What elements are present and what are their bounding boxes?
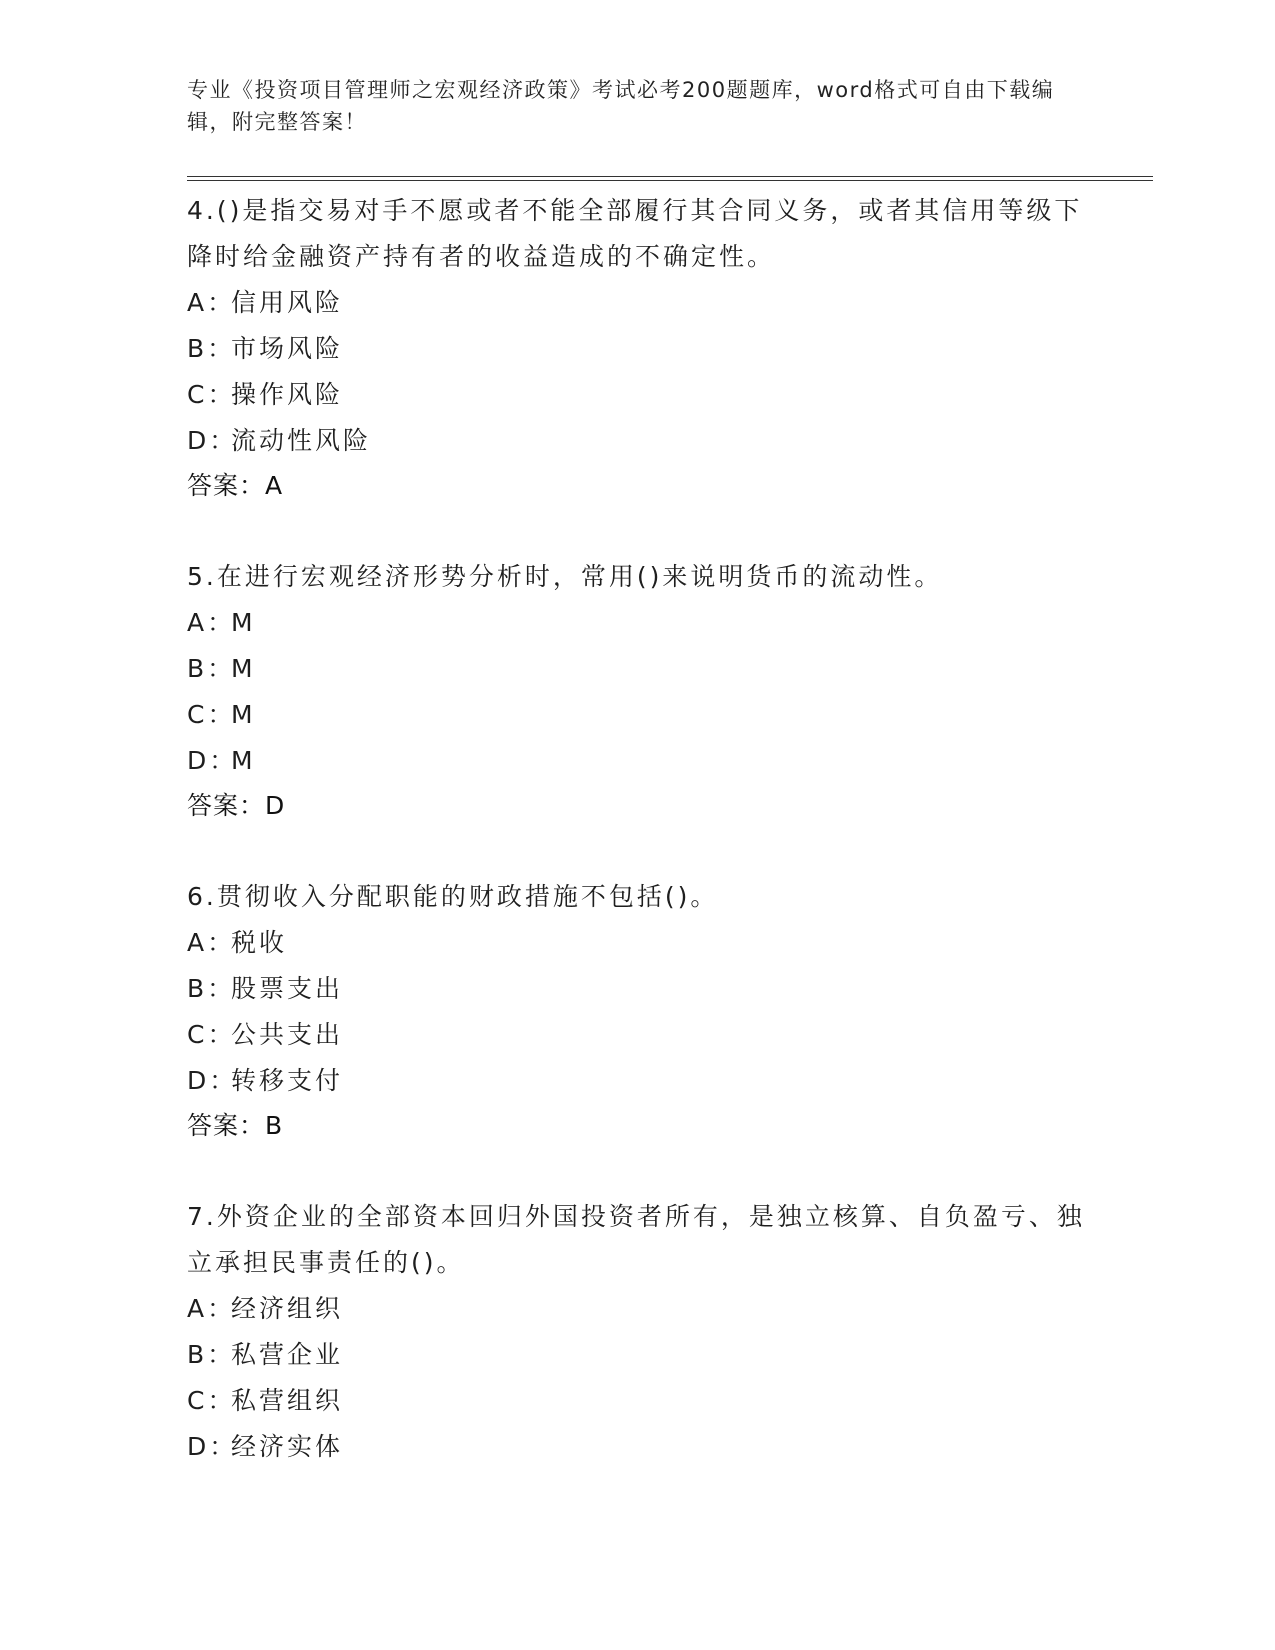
header-divider xyxy=(187,176,1153,181)
option-text: M xyxy=(231,608,256,637)
option-d xyxy=(187,418,1107,464)
option-text: 信用风险 xyxy=(231,288,344,317)
option-a xyxy=(187,280,1107,326)
question-4 xyxy=(187,188,1107,508)
answer-line: 答案：D xyxy=(187,791,286,820)
option-b xyxy=(187,326,1107,372)
option-text: 股票支出 xyxy=(231,974,344,1003)
option-key: C： xyxy=(187,1386,236,1415)
option-b xyxy=(187,966,1107,1012)
option-key: C： xyxy=(187,1020,236,1049)
question-5 xyxy=(187,554,1107,828)
option-key: D： xyxy=(187,1066,238,1095)
question-stem: 5.在进行宏观经济形势分析时，常用()来说明货币的流动性。 xyxy=(187,562,943,591)
option-d xyxy=(187,1424,1107,1470)
option-c xyxy=(187,372,1107,418)
question-list xyxy=(187,188,1107,1516)
option-a xyxy=(187,600,1107,646)
option-key: B： xyxy=(187,974,236,1003)
option-text: 操作风险 xyxy=(231,380,344,409)
question-stem: 7.外资企业的全部资本回归外国投资者所有，是独立核算、自负盈亏、独立承担民事责任的()。 xyxy=(187,1202,1085,1277)
option-a xyxy=(187,1286,1107,1332)
option-c xyxy=(187,692,1107,738)
option-text: 私营企业 xyxy=(231,1340,344,1369)
option-b xyxy=(187,646,1107,692)
option-key: C： xyxy=(187,380,236,409)
option-text: M xyxy=(231,700,256,729)
option-text: M xyxy=(231,654,256,683)
option-d xyxy=(187,1058,1107,1104)
question-7 xyxy=(187,1194,1107,1470)
answer-line: 答案：A xyxy=(187,471,284,500)
option-key: D： xyxy=(187,746,238,775)
option-key: D： xyxy=(187,426,238,455)
option-b xyxy=(187,1332,1107,1378)
option-c xyxy=(187,1378,1107,1424)
option-text: 经济实体 xyxy=(231,1432,344,1461)
option-text: 转移支付 xyxy=(231,1066,344,1095)
option-key: A： xyxy=(187,1294,236,1323)
option-key: B： xyxy=(187,334,236,363)
document-header: 专业《投资项目管理师之宏观经济政策》考试必考200题题库，word格式可自由下载编辑，附完整答案！ xyxy=(187,78,1055,134)
question-6 xyxy=(187,874,1107,1148)
option-key: A： xyxy=(187,608,236,637)
option-text: 私营组织 xyxy=(231,1386,344,1415)
option-text: 税收 xyxy=(231,928,288,957)
option-a xyxy=(187,920,1107,966)
option-key: A： xyxy=(187,288,236,317)
answer-line: 答案：B xyxy=(187,1111,284,1140)
option-key: D： xyxy=(187,1432,238,1461)
option-key: A： xyxy=(187,928,236,957)
option-text: 市场风险 xyxy=(231,334,344,363)
option-key: B： xyxy=(187,654,236,683)
option-text: 经济组织 xyxy=(231,1294,344,1323)
option-key: C： xyxy=(187,700,236,729)
option-c xyxy=(187,1012,1107,1058)
option-d xyxy=(187,738,1107,784)
option-text: 公共支出 xyxy=(231,1020,344,1049)
question-stem: 4.()是指交易对手不愿或者不能全部履行其合同义务，或者其信用等级下降时给金融资产持有者的收益造成的不确定性。 xyxy=(187,196,1083,271)
option-text: M xyxy=(231,746,256,775)
option-text: 流动性风险 xyxy=(231,426,372,455)
option-key: B： xyxy=(187,1340,236,1369)
question-stem: 6.贯彻收入分配职能的财政措施不包括()。 xyxy=(187,882,719,911)
